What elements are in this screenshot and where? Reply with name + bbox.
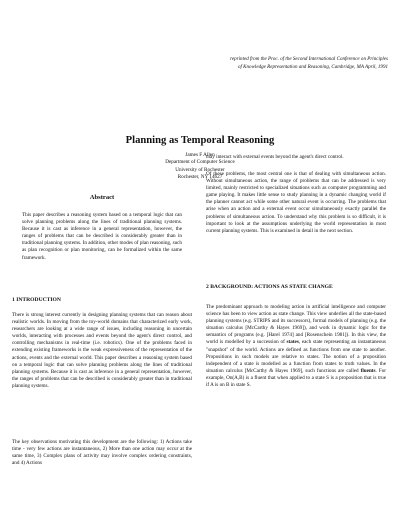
term-fluents: fluents [360,367,376,374]
intro-paragraph-2: The key observations motivating this development are the following: 1) Actions take time - very few actions are instantaneous, 2) More than one action may occur at the same time, 3) Complex plans of activity may involve complex ordering constraints, and 4) Actions [12,439,192,467]
abstract-heading: Abstract [89,194,115,201]
background-text-b: , each state representing an instantaneous "snapshot" of the world. Actions are defined as functions from one state to another. Propositions in such models are relative to states. The notion of a proposition independent of a state is modelled as a function from states to truth values. In the situation calculus [McCarthy & Hayes 1969], such functions are called [206,339,386,374]
reprint-line-2: of Knowledge Representation and Reasoning, Cambridge, MA April, 1991 [237,65,388,70]
author-department: Department of Computer Science [165,159,235,166]
reprint-notice [150,56,388,72]
author-university: University of Rochester [175,166,225,173]
intro-paragraph-1: There is strong interest currently in designing planning systems that can reason about realistic worlds. In moving from the toy-world domains that characterized early work, researchers are looking at a wide range of issues, including reasoning in uncertain worlds, interacting with processes and events beyond the agent's direct control, and controlling mechanisms in real-time (i.e. robotics). One of the problems faced in extending existing frameworks is the weak expressiveness of the representation of the actions, events and the external world. This paper describes a reasoning system based on a temporal logic that can solve planning problems along the lines of traditional planning systems. Because it is cast as inference in a general representation, however, the ranges of problems that can be described is considerably greater than in traditional planning systems. [12,312,192,389]
abstract-text: This paper describes a reasoning system based on a temporal logic that can solve planning problems along the lines of traditional planning systems. Because it is cast as inference in a general representation, however, the ranges of problems that can be described is considerably greater than in traditional planning systems. In addition, other modes of plan reasoning, such as plan recognition or plan monitoring, can be formalized within the same framework. [22,212,182,261]
paper-title: Planning as Temporal Reasoning [125,135,275,146]
author-name: James F Allen [185,152,215,158]
background-paragraph [206,304,386,389]
reprint-line-1: reprinted from the Proc. of the Second International Conference on Principles [230,57,388,62]
author-city: Rochester, NY 14627 [177,174,223,181]
right-paragraph-1: Of these problems, the most central one is that of dealing with simultaneous action. Without simultaneous action, the range of problems that can be addressed is very limited, mainly restricted to specialized situations such as computer programming and game playing. It makes little sense to study planning in a dynamic changing world if the planner cannot act while some other natural event is occurring. The problems that arise when an action and a external event occur simultaneously exactly parallel the problems of simultaneous action. To understand why this problem is so difficult, it is important to look at the assumptions underlying the world representation in most current planning systems. This is examined in detail in the next section. [206,171,386,234]
background-text-a: The predominant approach to modeling action in artificial intelligence and computer science has been to view action as state change. This view underlies all the state-based planning systems (e.g. STRIPS and its successors), formal models of planning (e.g. the situation calculus [McCarthy & Hayes 1969]), and work in dynamic logic for the semantics of programs (e.g. [Harel 1974] and [Rosenschein 1981]). In this view, the world is modelled by a succession of [206,304,386,346]
section-heading-introduction: 1 INTRODUCTION [12,297,61,303]
right-paragraph-0: may interact with external events beyond the agent's direct control. [206,154,344,160]
background-text-c: . For example, On(A,B) is a fluent that when applied to a state S is a proposition that is true if A is on B in state S. [206,367,386,389]
section-heading-background: 2 BACKGROUND: ACTIONS AS STATE CHANGE [206,284,333,290]
term-states: states [286,339,299,346]
